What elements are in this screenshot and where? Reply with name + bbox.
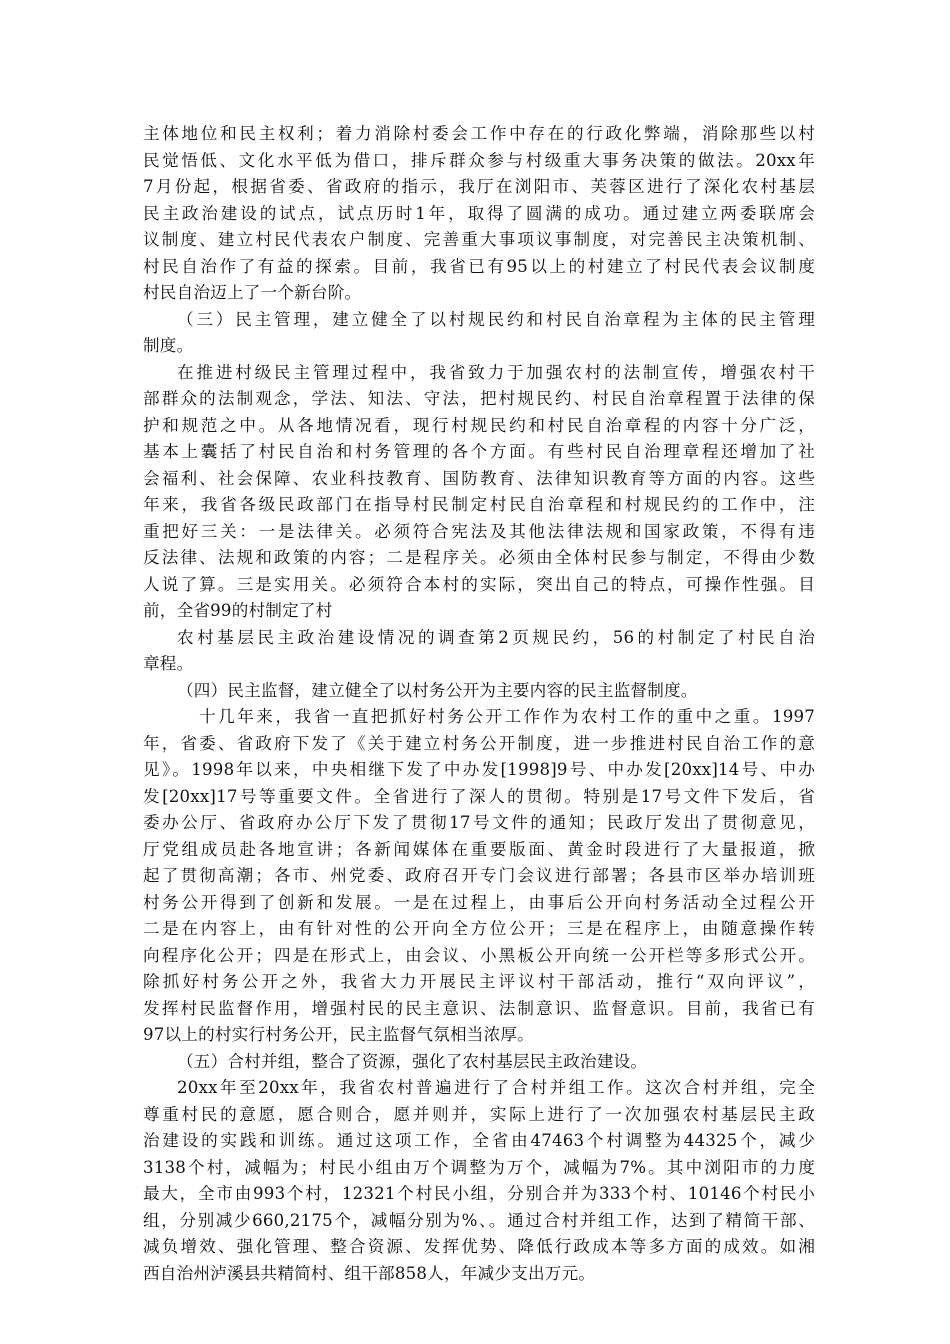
text-line: 议制度、建立村民代表农户制度、完善重大事项议事制度，对完善民主决策机制、: [143, 230, 815, 249]
text-line: 7月份起，根据省委、省政府的指示，我厅在浏阳市、芙蓉区进行了深化农村基层: [143, 177, 815, 196]
text-line: 制度。: [143, 336, 194, 355]
text-line: 组，分别减少660,2175个，减幅分别为%、。通过合村并组工作，达到了精简干部、: [143, 1210, 815, 1230]
text-line: 二是在内容上，由有针对性的公开向全方位公开；三是在程序上，由随意操作转: [143, 919, 815, 938]
text-line: 村务公开得到了创新和发展。一是在过程上，由事后公开向村务活动全过程公开: [143, 892, 815, 912]
text-line: 除抓好村务公开之外，我省大力开展民主评议村干部活动，推行“双向评议”，: [143, 972, 815, 991]
text-line: 减负增效、强化管理、整合资源、发挥优势、降低行政成本等多方面的成效。如湘: [143, 1237, 815, 1256]
text-line: 最大，全市由993个村，12321个村民小组，分别合并为333个村、10146个村民小: [143, 1184, 815, 1203]
text-line: 起了贯彻高潮；各市、州党委、政府召开专门会议进行部署；各县市区举办培训班: [143, 866, 815, 885]
text-line: 会福利、社会保障、农业科技教育、国防教育、法律知识教育等方面的内容。这些: [143, 468, 815, 488]
text-line: （五）合村并组，整合了资源，强化了农村基层民主政治建设。: [177, 1051, 648, 1071]
text-line: 尊重村民的意愿，愿合则合，愿并则并，实际上进行了一次加强农村基层民主政: [143, 1104, 815, 1124]
text-line: 西自治州泸溪县共精简村、组干部858人，年减少支出万元。: [143, 1263, 596, 1283]
text-line: 在推进村级民主管理过程中，我省致力于加强农村的法制宣传，增强农村干: [177, 362, 815, 382]
text-line: 重把好三关：一是法律关。必须符合宪法及其他法律法规和国家政策，不得有违: [143, 521, 815, 541]
text-line: 3138个村，减幅为；村民小组由万个调整为万个，减幅为7%。其中浏阳市的力度: [143, 1157, 815, 1177]
text-line: （三）民主管理，建立健全了以村规民约和村民自治章程为主体的民主管理: [177, 309, 815, 329]
text-line: 村民自治作了有益的探索。目前，我省已有95以上的村建立了村民代表会议制度: [143, 256, 815, 276]
text-line: （四）民主监督，建立健全了以村务公开为主要内容的民主监督制度。: [177, 680, 698, 700]
text-line: 前，全省99的村制定了村: [143, 601, 333, 620]
text-line: 部群众的法制观念，学法、知法、守法，把村规民约、村民自治章程置于法律的保: [143, 389, 815, 408]
text-line: 97以上的村实行村务公开，民主监督气氛相当浓厚。: [143, 1025, 534, 1044]
text-line: 年，省委、省政府下发了《关于建立村务公开制度，进一步推进村民自治工作的意: [143, 733, 815, 753]
text-line: 见》。1998年以来，中央相继下发了中办发[1998]9号、中办发[20xx]14号、中办: [143, 760, 815, 779]
text-line: 章程。: [143, 654, 194, 673]
text-line: 反法律、法规和政策的内容；二是程序关。必须由全体村民参与制定，不得由少数: [143, 548, 815, 567]
text-line: 年来，我省各级民政部门在指导村民制定村民自治章程和村规民约的工作中，注: [143, 495, 815, 514]
text-line: 向程序化公开；四是在形式上，由会议、小黑板公开向统一公开栏等多形式公开。: [143, 945, 815, 965]
document-body: [143, 121, 815, 1287]
text-line: 民觉悟低、文化水平低为借口，排斥群众参与村级重大事务决策的做法。20xx年: [143, 150, 815, 170]
text-line: 发挥村民监督作用，增强村民的民主意识、法制意识、监督意识。目前，我省已有: [143, 998, 815, 1018]
text-line: 基本上囊括了村民自治和村务管理的各个方面。有些村民自治理章程还增加了社: [143, 442, 815, 461]
text-line: 农村基层民主政治建设情况的调查第2页规民约，56的村制定了村民自治: [177, 627, 815, 647]
text-line: 民主政治建设的试点，试点历时1年，取得了圆满的成功。通过建立两委联席会: [143, 203, 815, 223]
text-line: 治建设的实践和训练。通过这项工作，全省由47463个村调整为44325个，减少: [143, 1131, 815, 1150]
text-line: 村民自治迈上了一个新台阶。: [143, 283, 362, 302]
text-line: 十几年来，我省一直把抓好村务公开工作作为农村工作的重中之重。1997: [199, 707, 815, 726]
text-line: 主体地位和民主权利；着力消除村委会工作中存在的行政化弊端，消除那些以村: [143, 124, 815, 143]
text-line: 人说了算。三是实用关。必须符合本村的实际，突出自己的特点，可操作性强。目: [143, 574, 815, 594]
text-line: 厅党组成员赴各地宣讲；各新闻媒体在重要版面、黄金时段进行了大量报道，掀: [143, 839, 815, 859]
text-line: 护和规范之中。从各地情况看，现行村规民约和村民自治章程的内容十分广泛，: [143, 415, 815, 435]
text-line: 委办公厅、省政府办公厅下发了贯彻17号文件的通知；民政厅发出了贯彻意见，: [143, 813, 815, 832]
text-line: 20xx年至20xx年，我省农村普遍进行了合村并组工作。这次合村并组，完全: [177, 1078, 815, 1097]
text-line: 发[20xx]17号等重要文件。全省进行了深人的贯彻。特别是17号文件下发后，省: [143, 786, 815, 806]
